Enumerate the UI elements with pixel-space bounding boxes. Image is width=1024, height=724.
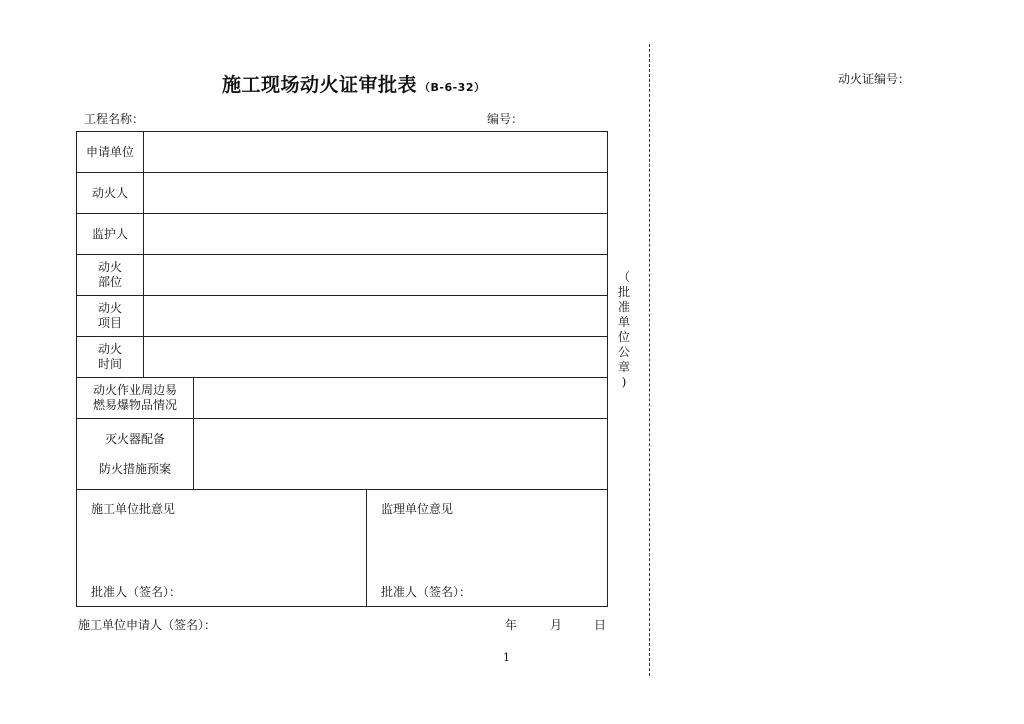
approval-seal-label: [616, 270, 632, 390]
supervision-approver-sign: 批准人（签名）：: [381, 585, 472, 599]
seal-char: 位: [617, 330, 630, 344]
surroundings-label: [77, 378, 194, 419]
supervision-opinion-title: 监理单位意见: [381, 502, 454, 516]
construction-opinion-title: 施工单位批意见: [91, 502, 176, 516]
project-name-label: 工程名称：: [84, 112, 145, 126]
fire-plan-label: 防火措施预案: [98, 462, 171, 476]
form-title: 施工现场动火证审批表: [222, 74, 418, 96]
extinguisher-plan-field[interactable]: [194, 419, 608, 490]
supervisor-label: 监护人: [77, 214, 144, 255]
number-label: 编号：: [487, 112, 524, 126]
form-code: （B-6-32）: [419, 81, 486, 94]
fire-operator-field[interactable]: [144, 173, 608, 214]
fire-item-label: [77, 296, 144, 337]
fire-location-label-l1: 动火: [97, 260, 122, 274]
applicant-unit-field[interactable]: [144, 132, 608, 173]
seal-char: 公: [617, 345, 630, 359]
permit-number-label: 动火证编号：: [838, 72, 911, 86]
date-month: 月: [550, 618, 563, 632]
seal-char: 章: [617, 360, 630, 374]
fire-time-label-l2: 时间: [97, 357, 122, 371]
extinguisher-label: 灭火器配备: [104, 432, 165, 446]
seal-char: 准: [617, 300, 630, 314]
fire-item-label-l1: 动火: [97, 301, 122, 315]
construction-opinion-cell[interactable]: [77, 490, 367, 607]
supervisor-field[interactable]: [144, 214, 608, 255]
surroundings-label-l2: 燃易爆物品情况: [92, 398, 177, 412]
fire-location-label-l2: 部位: [97, 275, 122, 289]
fire-item-label-l2: 项目: [97, 316, 122, 330]
extinguisher-plan-label: [77, 419, 194, 490]
seal-char: ): [621, 375, 627, 389]
supervision-opinion-cell[interactable]: [367, 490, 608, 607]
applicant-sign-label: 施工单位申请人（签名）：: [78, 618, 217, 632]
fire-location-label: [77, 255, 144, 296]
surroundings-label-l1: 动火作业周边易: [92, 383, 177, 397]
construction-approver-sign: 批准人（签名）：: [91, 585, 182, 599]
seal-char: 单: [617, 315, 630, 329]
fire-time-field[interactable]: [144, 337, 608, 378]
applicant-unit-label: 申请单位: [77, 132, 144, 173]
fire-time-label: [77, 337, 144, 378]
fire-item-field[interactable]: [144, 296, 608, 337]
form-title-block: [222, 70, 486, 97]
permit-form-table: [76, 131, 608, 607]
seal-char: （: [617, 270, 630, 284]
fire-operator-label: 动火人: [77, 173, 144, 214]
surroundings-field[interactable]: [194, 378, 608, 419]
date-day: 日: [594, 618, 607, 632]
date-year: 年: [505, 618, 518, 632]
page-number: 1: [503, 651, 510, 664]
fire-location-field[interactable]: [144, 255, 608, 296]
seal-char: 批: [617, 285, 630, 299]
fire-time-label-l1: 动火: [97, 342, 122, 356]
tear-off-dashed-line: [649, 44, 650, 676]
